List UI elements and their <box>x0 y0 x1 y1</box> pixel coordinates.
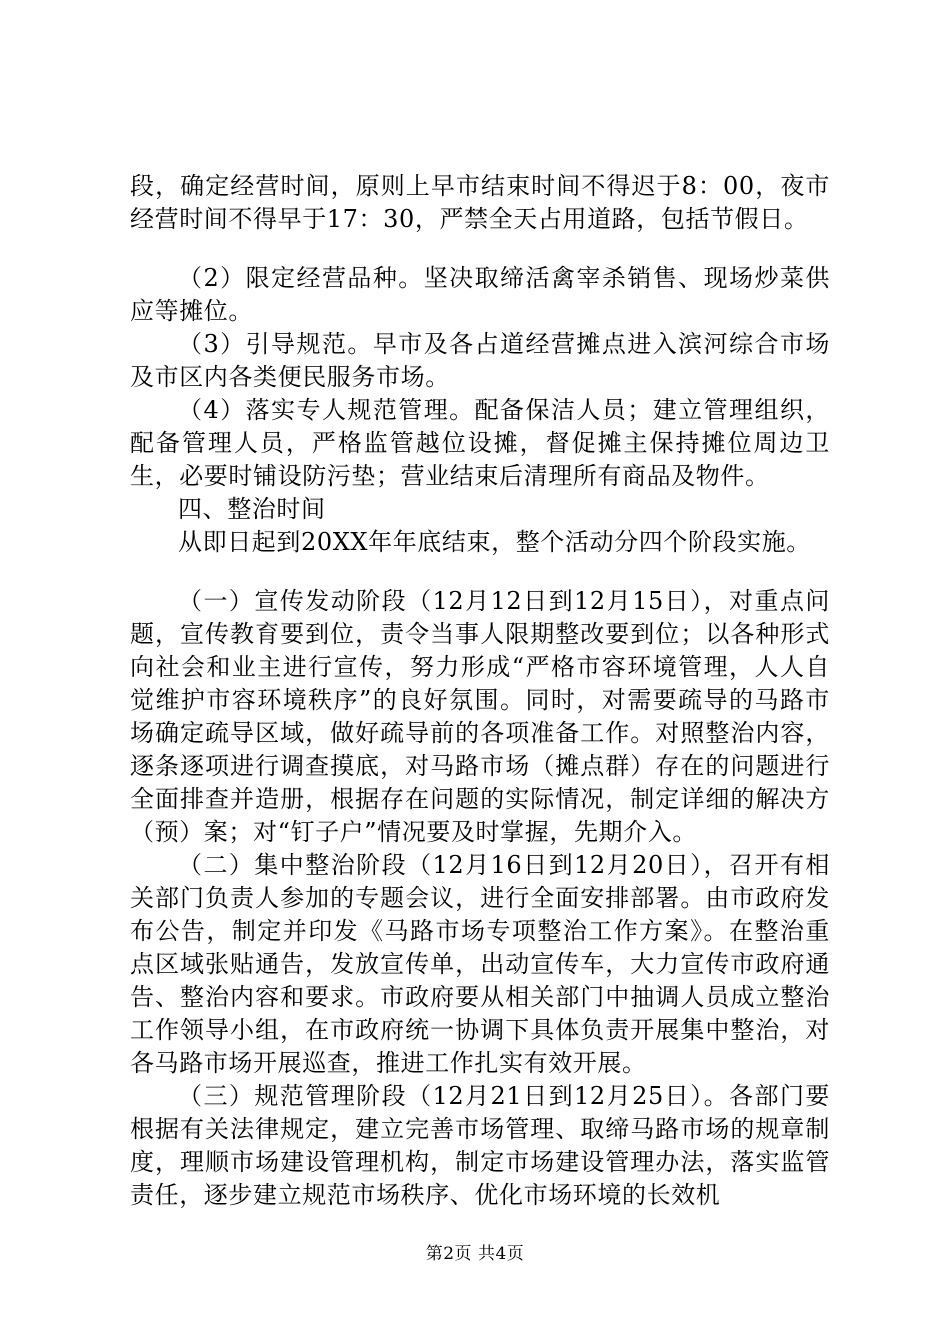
paragraph-dedicated-management: （4）落实专人规范管理。配备保洁人员；建立管理组织，配备管理人员，严格监管越位设摊，督促摊主保持摊位周边卫生，必要时铺设防污垫；营业结束后清理所有商品及物件。 <box>130 396 830 490</box>
paragraph-gap <box>130 236 830 262</box>
paragraph-schedule-intro: 从即日起到20XX年年底结束，整个活动分四个阶段实施。 <box>178 528 811 556</box>
paragraph-limit-goods: （2）限定经营品种。坚决取缔活禽宰杀销售、现场炒菜供应等摊位。 <box>130 264 830 325</box>
page-footer: 第2页 共4页 <box>425 1244 525 1264</box>
paragraph-business-hours: 段，确定经营时间，原则上早市结束时间不得迟于8：00，夜市经营时间不得早于17：30，严禁全天占用道路，包括节假日。 <box>130 172 830 233</box>
paragraph-gap <box>130 559 830 585</box>
paragraph-stage-one: （一）宣传发动阶段（12月12日到12月15日），对重点问题，宣传教育要到位，责令当事人限期整改要到位；以各种形式向社会和业主进行宣传，努力形成“严格市容环境管理，人人自觉维护市容环境秩序”的良好氛围。同时，对需要疏导的马路市场确定疏导区域，做好疏导前的各项准备工作。对照整治内容，逐条逐项进行调查摸底，对马路市场（摊点群）存在的问题进行全面排查并造册，根据存在问题的实际情况，制定详细的解决方（预）案；对“钉子户”情况要及时掌握，先期介入。 <box>130 587 830 846</box>
paragraph-stage-two: （二）集中整治阶段（12月16日到12月20日），召开有相关部门负责人参加的专题会议，进行全面安排部署。由市政府发布公告，制定并印发《马路市场专项整治工作方案》。在整治重点区域张贴通告，发放宣传单，出动宣传车，大力宣传市政府通告、整治内容和要求。市政府要从相关部门中抽调人员成立整治工作领导小组，在市政府统一协调下具体负责开展集中整治，对各马路市场开展巡查，推进工作扎实有效开展。 <box>130 851 830 1077</box>
paragraph-stage-three: （三）规范管理阶段（12月21日到12月25日）。各部门要根据有关法律规定，建立完善市场管理、取缔马路市场的规章制度，理顺市场建设管理机构，制定市场建设管理办法，落实监管责任，逐步建立规范市场秩序、优化市场环境的长效机 <box>130 1082 830 1209</box>
document-body <box>130 170 830 1212</box>
section-heading-schedule: 四、整治时间 <box>178 495 326 523</box>
paragraph-guide-standard: （3）引导规范。早市及各占道经营摊点进入滨河综合市场及市区内各类便民服务市场。 <box>130 330 830 391</box>
